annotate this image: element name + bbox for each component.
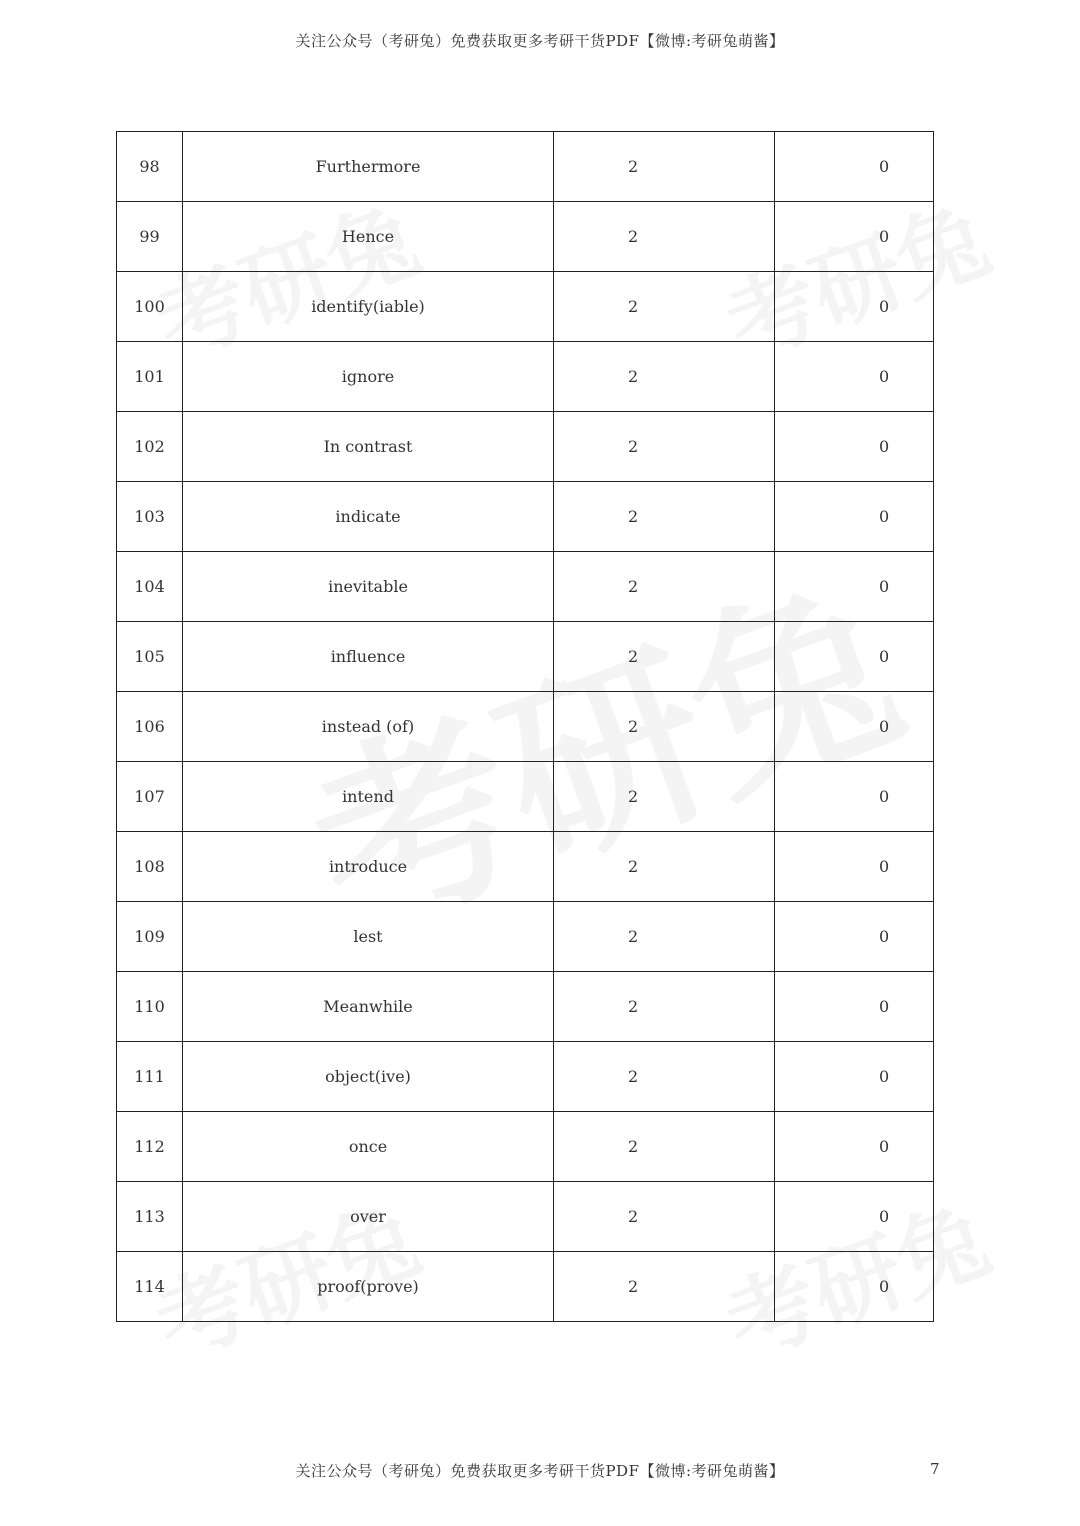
word-cell: influence bbox=[183, 622, 554, 692]
table-row bbox=[117, 832, 934, 902]
count-cell-secondary: 0 bbox=[775, 132, 934, 202]
count-cell: 2 bbox=[554, 272, 775, 342]
count-cell-secondary: 0 bbox=[775, 412, 934, 482]
row-number-cell: 112 bbox=[117, 1112, 183, 1182]
count-cell: 2 bbox=[554, 972, 775, 1042]
row-number-cell: 114 bbox=[117, 1252, 183, 1322]
count-cell: 2 bbox=[554, 202, 775, 272]
word-cell: identify(iable) bbox=[183, 272, 554, 342]
table-row bbox=[117, 342, 934, 412]
word-cell: In contrast bbox=[183, 412, 554, 482]
count-cell-secondary: 0 bbox=[775, 552, 934, 622]
row-number-cell: 103 bbox=[117, 482, 183, 552]
count-cell: 2 bbox=[554, 552, 775, 622]
word-cell: Meanwhile bbox=[183, 972, 554, 1042]
page-number: 7 bbox=[930, 1460, 940, 1478]
word-cell: Furthermore bbox=[183, 132, 554, 202]
word-cell: instead (of) bbox=[183, 692, 554, 762]
row-number-cell: 105 bbox=[117, 622, 183, 692]
table-row bbox=[117, 692, 934, 762]
count-cell: 2 bbox=[554, 482, 775, 552]
vocabulary-table bbox=[116, 131, 934, 1322]
count-cell-secondary: 0 bbox=[775, 1252, 934, 1322]
count-cell-secondary: 0 bbox=[775, 482, 934, 552]
count-cell-secondary: 0 bbox=[775, 762, 934, 832]
count-cell: 2 bbox=[554, 342, 775, 412]
count-cell-secondary: 0 bbox=[775, 342, 934, 412]
row-number-cell: 99 bbox=[117, 202, 183, 272]
table-row bbox=[117, 202, 934, 272]
count-cell-secondary: 0 bbox=[775, 1112, 934, 1182]
table-row bbox=[117, 552, 934, 622]
table-row bbox=[117, 272, 934, 342]
table-row bbox=[117, 972, 934, 1042]
count-cell: 2 bbox=[554, 622, 775, 692]
page-footer: 关注公众号（考研兔）免费获取更多考研干货PDF【微博:考研兔萌酱】 bbox=[295, 1462, 785, 1480]
table-row bbox=[117, 762, 934, 832]
table-row bbox=[117, 1112, 934, 1182]
table-row bbox=[117, 1252, 934, 1322]
row-number-cell: 111 bbox=[117, 1042, 183, 1112]
word-cell: indicate bbox=[183, 482, 554, 552]
count-cell: 2 bbox=[554, 132, 775, 202]
table-row bbox=[117, 482, 934, 552]
word-cell: lest bbox=[183, 902, 554, 972]
row-number-cell: 100 bbox=[117, 272, 183, 342]
table-row bbox=[117, 1182, 934, 1252]
word-cell: ignore bbox=[183, 342, 554, 412]
word-cell: intend bbox=[183, 762, 554, 832]
count-cell: 2 bbox=[554, 1112, 775, 1182]
word-cell: introduce bbox=[183, 832, 554, 902]
page-header: 关注公众号（考研兔）免费获取更多考研干货PDF【微博:考研兔萌酱】 bbox=[295, 32, 785, 50]
count-cell: 2 bbox=[554, 1182, 775, 1252]
count-cell: 2 bbox=[554, 832, 775, 902]
table-row bbox=[117, 1042, 934, 1112]
count-cell: 2 bbox=[554, 762, 775, 832]
word-cell: over bbox=[183, 1182, 554, 1252]
count-cell-secondary: 0 bbox=[775, 1182, 934, 1252]
table-row bbox=[117, 622, 934, 692]
row-number-cell: 108 bbox=[117, 832, 183, 902]
word-cell: once bbox=[183, 1112, 554, 1182]
count-cell-secondary: 0 bbox=[775, 692, 934, 762]
row-number-cell: 104 bbox=[117, 552, 183, 622]
word-cell: inevitable bbox=[183, 552, 554, 622]
row-number-cell: 98 bbox=[117, 132, 183, 202]
vocabulary-table-body bbox=[117, 132, 934, 1322]
count-cell: 2 bbox=[554, 1252, 775, 1322]
count-cell-secondary: 0 bbox=[775, 272, 934, 342]
row-number-cell: 107 bbox=[117, 762, 183, 832]
row-number-cell: 113 bbox=[117, 1182, 183, 1252]
row-number-cell: 101 bbox=[117, 342, 183, 412]
count-cell-secondary: 0 bbox=[775, 622, 934, 692]
row-number-cell: 106 bbox=[117, 692, 183, 762]
count-cell-secondary: 0 bbox=[775, 972, 934, 1042]
row-number-cell: 102 bbox=[117, 412, 183, 482]
row-number-cell: 110 bbox=[117, 972, 183, 1042]
row-number-cell: 109 bbox=[117, 902, 183, 972]
word-cell: object(ive) bbox=[183, 1042, 554, 1112]
word-cell: proof(prove) bbox=[183, 1252, 554, 1322]
table-row bbox=[117, 132, 934, 202]
word-cell: Hence bbox=[183, 202, 554, 272]
table-row bbox=[117, 412, 934, 482]
count-cell-secondary: 0 bbox=[775, 1042, 934, 1112]
count-cell-secondary: 0 bbox=[775, 902, 934, 972]
count-cell: 2 bbox=[554, 1042, 775, 1112]
count-cell: 2 bbox=[554, 692, 775, 762]
count-cell: 2 bbox=[554, 412, 775, 482]
count-cell: 2 bbox=[554, 902, 775, 972]
table-row bbox=[117, 902, 934, 972]
count-cell-secondary: 0 bbox=[775, 202, 934, 272]
count-cell-secondary: 0 bbox=[775, 832, 934, 902]
